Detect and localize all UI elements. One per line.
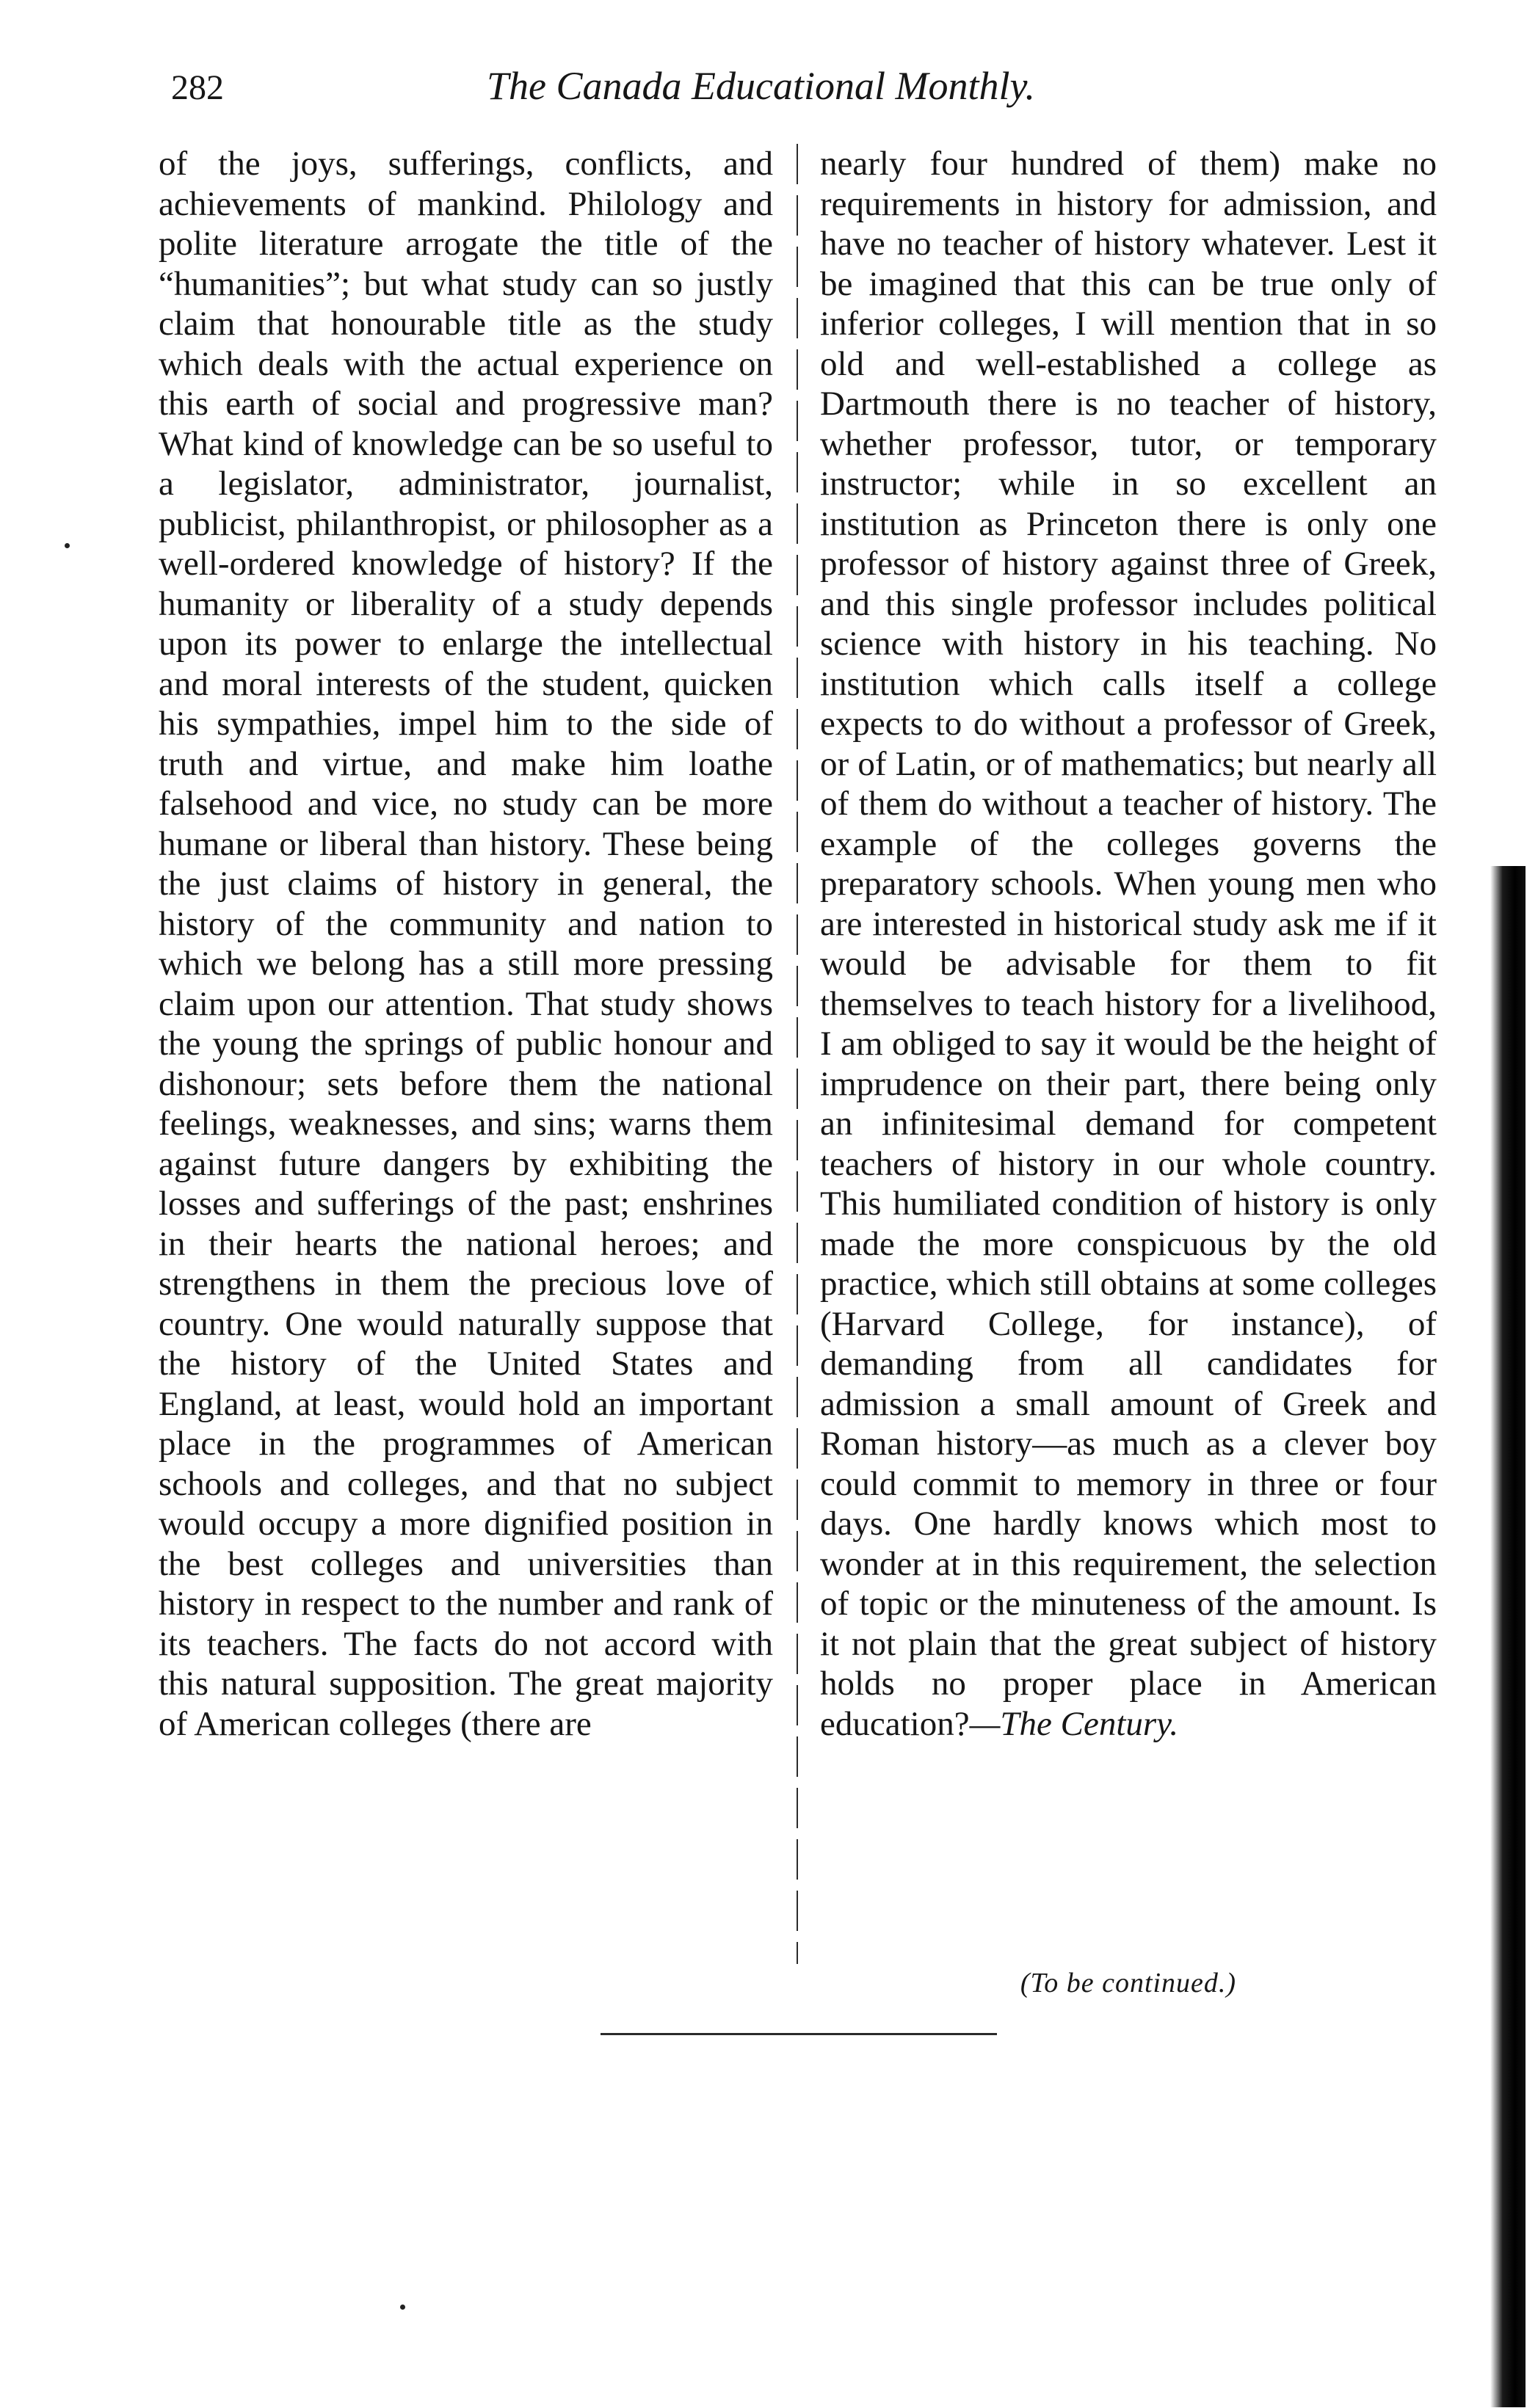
page-header bbox=[171, 63, 1436, 122]
right-column-text: nearly four hundred of them) make no requirements in history for admission, and have no teacher of history whatever. Lest it be imagined that this can be true only of inferior colleges, I will mention that in so old and well-established a college as Dartmouth there is no teacher of history, whether professor, tutor, or temporary instructor; while in so excellent an institution as Princeton there is only one professor of history against three of Greek, and this single professor includes political science with history in his teaching. No institution which calls itself a college expects to do without a professor of Greek, or of Latin, or of mathematics; but nearly all of them do without a teacher of history. The example of the colleges governs the preparatory schools. When young men who are interested in historical study ask me if it would be advisable for them to fit themselves to teach history for a livelihood, I am obliged to say it would be the height of imprudence on their part, there being only an infinitesimal demand for competent teachers of history in our whole country. This humiliated condition of history is only made the more conspicuous by the old practice, which still obtains at some colleges (Harvard College, for instance), of demanding from all candidates for admission a small amount of Greek and Roman history—as much as a clever boy could commit to memory in three or four days. One hardly knows which most to wonder at in this requirement, the selection of topic or the minuteness of the amount. Is it not plain that the great subject of history holds no proper place in American education? bbox=[820, 145, 1437, 1743]
scan-edge-shadow bbox=[1490, 866, 1526, 2407]
left-column bbox=[159, 144, 773, 1744]
ink-speck bbox=[400, 2305, 405, 2310]
running-title: The Canada Educational Monthly. bbox=[487, 64, 1035, 108]
end-rule bbox=[601, 2033, 997, 2035]
left-column-text: of the joys, sufferings, conflicts, and achievements of mankind. Philology and polite literature arrogate the title of the “humanities”; but what study can so justly claim that honourable title as the study which deals with the actual experience on this earth of social and progressive man? What kind of knowledge can be so useful to a legislator, administrator, journalist, publicist, philanthropist, or philosopher as a well-ordered knowledge of history? If the humanity or liberality of a study depends upon its power to enlarge the intellectual and moral interests of the student, quicken his sympathies, impel him to the side of truth and virtue, and make him loathe falsehood and vice, no study can be more humane or liberal than history. These being the just claims of history in general, the history of the community and nation to which we belong has a still more pressing claim upon our attention. That study shows the young the springs of public honour and dishonour; sets before them the national feelings, weaknesses, and sins; warns them against future dangers by exhibiting the losses and sufferings of the past; enshrines in their hearts the national heroes; and strengthens in them the precious love of country. One would naturally suppose that the history of the United States and England, at least, would hold an important place in the programmes of American schools and colleges, and that no subject would occupy a more dignified position in the best colleges and universities than history in respect to the number and rank of its teachers. The facts do not accord with this natural supposition. The great majority of American colleges (there are bbox=[159, 145, 773, 1743]
page-number: 282 bbox=[171, 68, 224, 107]
right-column bbox=[820, 144, 1437, 1744]
right-column-paragraph bbox=[820, 144, 1437, 1744]
continued-note: (To be continued.) bbox=[1020, 1968, 1237, 1998]
ink-speck bbox=[65, 543, 70, 548]
source-attribution: —The Century. bbox=[969, 1704, 1179, 1743]
column-divider bbox=[797, 144, 798, 1964]
